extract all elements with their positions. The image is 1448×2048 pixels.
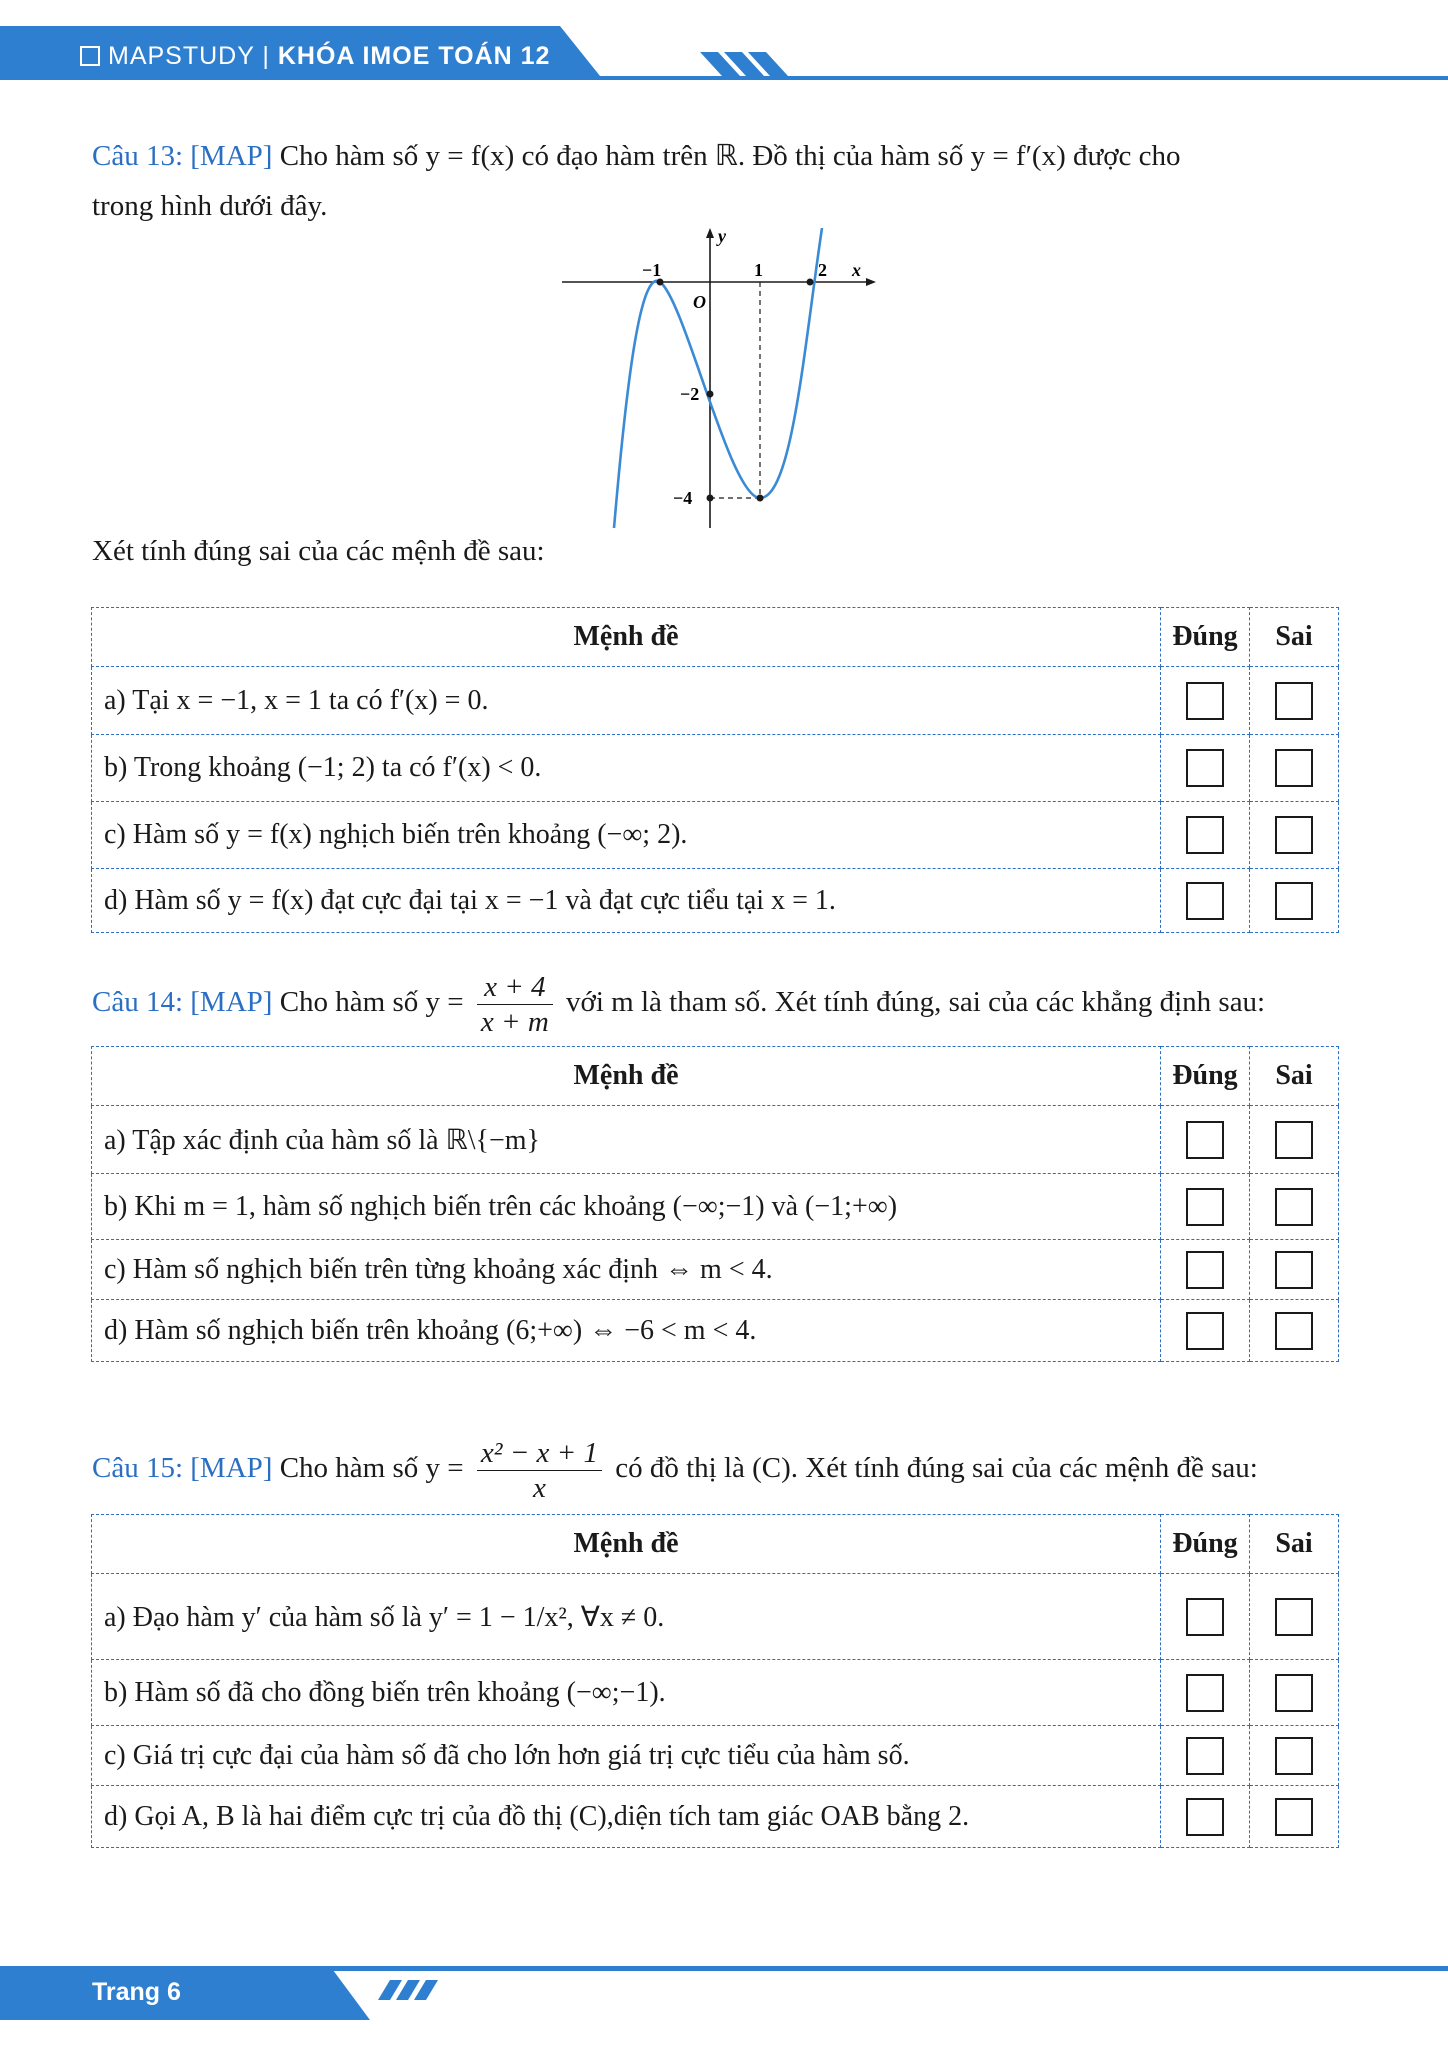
statement-row: d) Hàm số y = f(x) đạt cực đại tại x = −1 và đạt cực tiểu tại x = 1. <box>92 869 1161 933</box>
true-checkbox[interactable] <box>1186 1674 1224 1712</box>
y-tick-minus4: −4 <box>673 488 693 508</box>
question-13-table <box>91 607 1339 933</box>
question-13-label: Câu 13: [MAP] <box>92 140 273 172</box>
false-checkbox[interactable] <box>1275 749 1313 787</box>
statement-row: a) Tại x = −1, x = 1 ta có f′(x) = 0. <box>92 667 1161 735</box>
x-tick-2: 2 <box>818 260 827 280</box>
question-13 <box>92 131 1352 231</box>
false-checkbox[interactable] <box>1275 882 1313 920</box>
statement-row: a) Tập xác định của hàm số là ℝ\{−m} <box>92 1106 1161 1174</box>
footer-banner <box>0 1960 1448 2020</box>
false-checkbox[interactable] <box>1275 1598 1313 1636</box>
fraction-denominator: x + m <box>480 1006 549 1038</box>
false-checkbox[interactable] <box>1275 1121 1313 1159</box>
course-name: KHÓA IMOE TOÁN 12 <box>277 42 551 70</box>
mapstudy-logo-icon <box>80 46 100 66</box>
true-checkbox[interactable] <box>1186 882 1224 920</box>
false-checkbox[interactable] <box>1275 1312 1313 1350</box>
false-checkbox[interactable] <box>1275 816 1313 854</box>
true-checkbox[interactable] <box>1186 1312 1224 1350</box>
point-minimum <box>757 495 764 502</box>
page-footer <box>0 1960 1448 2020</box>
fraction-numerator: x² − x + 1 <box>477 1436 602 1471</box>
origin-label: O <box>693 292 706 312</box>
false-checkbox[interactable] <box>1275 1188 1313 1226</box>
col-false: Sai <box>1250 1047 1339 1106</box>
derivative-graph <box>560 228 880 538</box>
question-15-pre: Cho hàm số y = <box>279 1452 464 1485</box>
question-15 <box>92 1436 1258 1505</box>
col-false: Sai <box>1250 1515 1339 1574</box>
statement-row: b) Trong khoảng (−1; 2) ta có f′(x) < 0. <box>92 735 1161 802</box>
x-tick-1: 1 <box>754 260 763 280</box>
brand-name: MAPSTUDY <box>108 42 255 70</box>
false-checkbox[interactable] <box>1275 1674 1313 1712</box>
y-axis-arrow-icon <box>706 228 714 238</box>
true-checkbox[interactable] <box>1186 1737 1224 1775</box>
col-statement: Mệnh đề <box>92 1515 1161 1574</box>
page-number: Trang 6 <box>92 1978 181 2006</box>
question-15-post: có đồ thị là (C). Xét tính đúng sai của các mệnh đề sau: <box>615 1452 1258 1485</box>
col-statement: Mệnh đề <box>92 608 1161 667</box>
question-13-line1: Cho hàm số y = f(x) có đạo hàm trên ℝ. Đồ thị của hàm số y = f′(x) được cho <box>279 140 1181 172</box>
question-14-post: với m là tham số. Xét tính đúng, sai của các khẳng định sau: <box>566 986 1266 1019</box>
question-14-fraction <box>477 970 553 1039</box>
point-y-minus4 <box>707 495 714 502</box>
question-14-table <box>91 1046 1339 1362</box>
question-15-table <box>91 1514 1339 1848</box>
question-14-label: Câu 14: [MAP] <box>92 986 273 1019</box>
question-13-intro: Xét tính đúng sai của các mệnh đề sau: <box>92 535 545 567</box>
false-checkbox[interactable] <box>1275 1251 1313 1289</box>
false-checkbox[interactable] <box>1275 1737 1313 1775</box>
col-true: Đúng <box>1161 1047 1250 1106</box>
true-checkbox[interactable] <box>1186 682 1224 720</box>
page-header <box>0 18 1448 80</box>
statement-row: c) Giá trị cực đại của hàm số đã cho lớn hơn giá trị cực tiểu của hàm số. <box>92 1726 1161 1786</box>
true-checkbox[interactable] <box>1186 1251 1224 1289</box>
fraction-denominator: x <box>532 1472 546 1504</box>
x-tick-minus1: −1 <box>642 260 662 280</box>
x-axis-arrow-icon <box>866 278 876 286</box>
header-separator: | <box>262 42 270 70</box>
fraction-numerator: x + 4 <box>477 970 553 1005</box>
statement-row: a) Đạo hàm y′ của hàm số là y′ = 1 − 1/x², ∀x ≠ 0. <box>92 1574 1161 1660</box>
question-14-pre: Cho hàm số y = <box>279 986 464 1019</box>
y-axis-label: y <box>718 228 726 246</box>
statement-row: b) Khi m = 1, hàm số nghịch biến trên các khoảng (−∞;−1) và (−1;+∞) <box>92 1174 1161 1240</box>
question-14 <box>92 970 1265 1039</box>
point-y-minus2 <box>707 391 714 398</box>
statement-row: c) Hàm số nghịch biến trên từng khoảng xác định ⇔ m < 4. <box>92 1240 1161 1300</box>
col-true: Đúng <box>1161 608 1250 667</box>
false-checkbox[interactable] <box>1275 682 1313 720</box>
true-checkbox[interactable] <box>1186 1121 1224 1159</box>
x-axis-label: x <box>852 260 861 280</box>
y-tick-minus2: −2 <box>680 384 700 404</box>
header-title <box>80 42 550 71</box>
statement-row: d) Hàm số nghịch biến trên khoảng (6;+∞) ⇔ −6 < m < 4. <box>92 1300 1161 1362</box>
statement-row: b) Hàm số đã cho đồng biến trên khoảng (−∞;−1). <box>92 1660 1161 1726</box>
question-15-label: Câu 15: [MAP] <box>92 1452 273 1485</box>
question-13-line2: trong hình dưới đây. <box>92 190 328 222</box>
true-checkbox[interactable] <box>1186 749 1224 787</box>
col-false: Sai <box>1250 608 1339 667</box>
true-checkbox[interactable] <box>1186 1798 1224 1836</box>
question-15-fraction <box>477 1436 602 1505</box>
col-true: Đúng <box>1161 1515 1250 1574</box>
point-x2 <box>807 279 814 286</box>
statement-row: d) Gọi A, B là hai điểm cực trị của đồ thị (C),diện tích tam giác OAB bằng 2. <box>92 1786 1161 1848</box>
col-statement: Mệnh đề <box>92 1047 1161 1106</box>
true-checkbox[interactable] <box>1186 1598 1224 1636</box>
true-checkbox[interactable] <box>1186 816 1224 854</box>
statement-row: c) Hàm số y = f(x) nghịch biến trên khoảng (−∞; 2). <box>92 802 1161 869</box>
false-checkbox[interactable] <box>1275 1798 1313 1836</box>
true-checkbox[interactable] <box>1186 1188 1224 1226</box>
